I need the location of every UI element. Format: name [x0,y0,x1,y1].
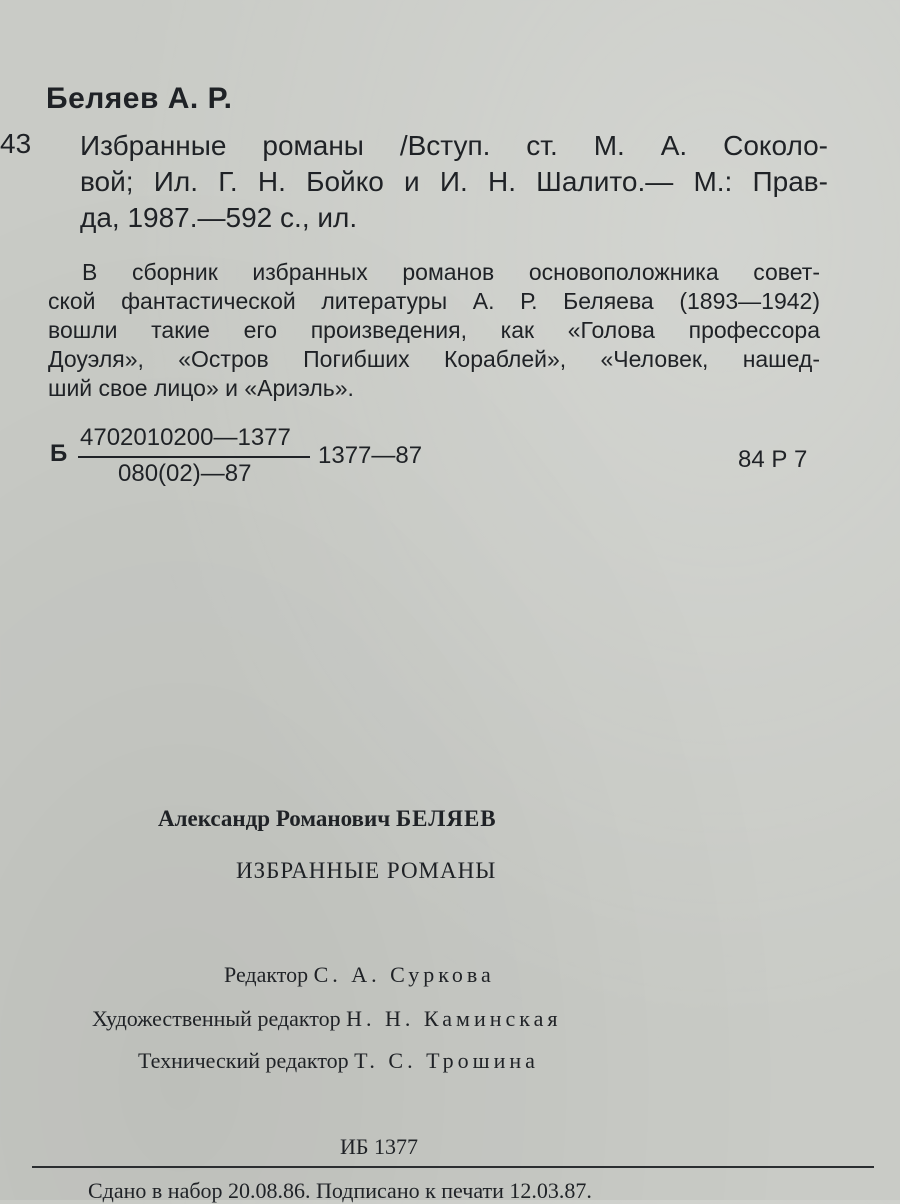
index-right: 1377—87 [318,442,423,469]
biblio-line: да, 1987.—592 с., ил. [80,202,358,233]
annotation-line: ший свое лицо» и «Ариэль». [48,375,354,401]
book-title: ИЗБРАННЫЕ РОМАНЫ [236,858,497,883]
staff-name: Н. Н. Каминская [346,1006,562,1031]
art-editor-line [92,1006,562,1032]
annotation-line: вошли такие его произведения, как «Голова профессора [48,317,820,343]
divider-rule [32,1166,874,1168]
annotation-line: ской фантастической литературы А. Р. Беляева (1893—1942) [48,288,820,314]
tech-editor-line [138,1048,539,1074]
biblio-line: вой; Ил. Г. Н. Бойко и И. Н. Шалито.— М.: Прав- [80,166,828,197]
bibliographic-description [80,128,828,236]
annotation-line: В сборник избранных романов основоположника совет- [82,259,820,285]
staff-name: С. А. Суркова [313,962,495,987]
catalog-number: 43 [0,128,32,159]
staff-role: Редактор [224,962,309,987]
author-given-names: Александр Романович [158,806,391,831]
author-fullname [158,806,497,832]
staff-role: Технический редактор [138,1048,349,1073]
author-surname: БЕЛЯЕВ [395,806,497,831]
index-denominator: 080(02)—87 [118,460,252,487]
bbk-code: 84 Р 7 [738,446,808,473]
ib-number: ИБ 1377 [340,1134,419,1159]
fraction-line [78,456,310,458]
index-numerator: 4702010200—1377 [80,424,291,451]
annotation-line: Доуэля», «Остров Погибших Кораблей», «Человек, нашед- [48,346,820,372]
index-letter: Б [50,440,68,467]
author-heading: Беляев А. Р. [46,82,233,115]
staff-role: Художественный редактор [92,1006,341,1031]
annotation [48,258,820,403]
biblio-line: Избранные романы /Вступ. ст. М. А. Соколо- [80,130,828,161]
staff-name: Т. С. Трошина [354,1048,539,1073]
editor-line [224,962,495,988]
print-dates-line: Сдано в набор 20.08.86. Подписано к печати 12.03.87. [88,1178,592,1203]
